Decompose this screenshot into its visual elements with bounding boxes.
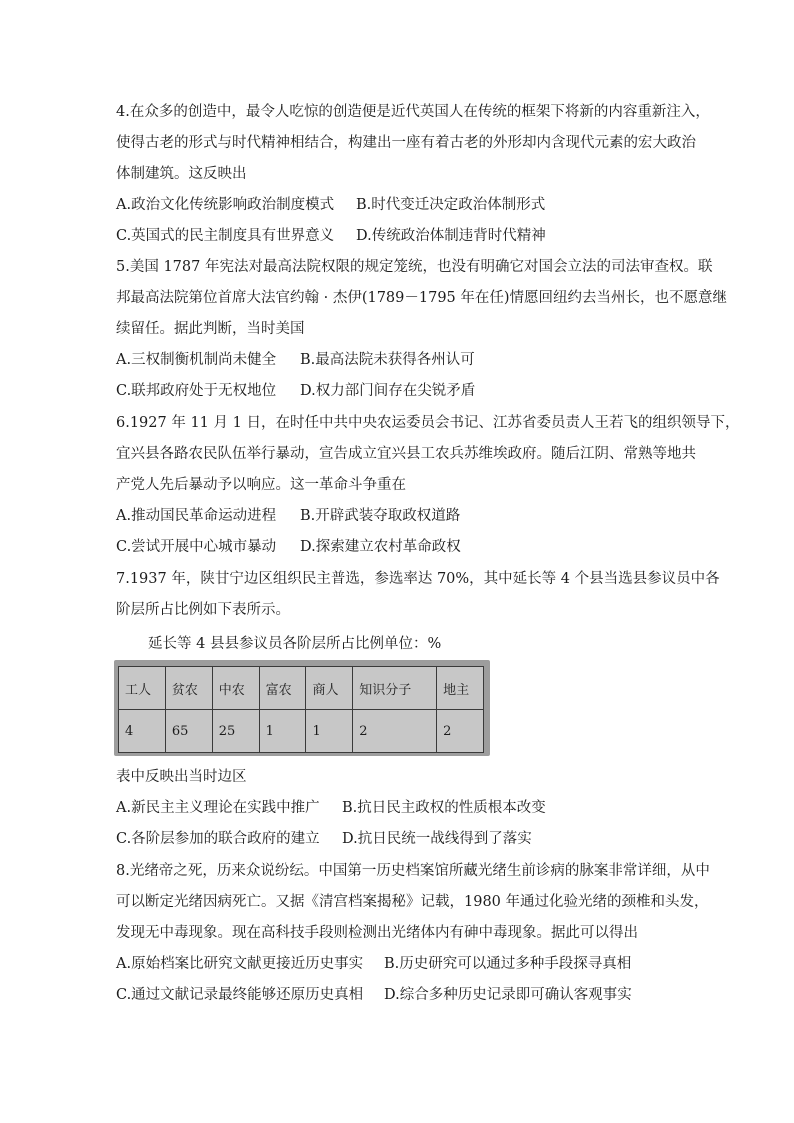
question-6-options-row-2: [116, 532, 686, 563]
question-4-options-row-1: [116, 190, 686, 221]
option-a[interactable]: A.推动国民革命运动进程: [116, 508, 277, 524]
option-c[interactable]: C.联邦政府处于无权地位: [116, 383, 277, 399]
table-caption: 延长等 4 县县参议员各阶层所占比例单位：%: [148, 636, 442, 652]
question-5-line-1: 5.美国 1787 年宪法对最高法院权限的规定笼统，也没有明确它对国会立法的司法审查权。联: [116, 259, 713, 275]
table-value-cell: 1: [306, 710, 353, 753]
question-7-options-row-1: [116, 793, 686, 824]
table-header-cell: 商人: [306, 667, 353, 710]
question-8-options-row-2: [116, 980, 686, 1011]
question-5-line-2: 邦最高法院第位首席大法官约翰 · 杰伊(1789－1795 年在任)情愿回纽约去当州长，也不愿意继: [116, 290, 728, 306]
question-8-line-2: 可以断定光绪因病死亡。又据《清宫档案揭秘》记载，1980 年通过化验光绪的颈椎和头发，: [116, 894, 709, 910]
question-8-line-3: 发现无中毒现象。现在高科技手段则检测出光绪体内有砷中毒现象。据此可以得出: [116, 925, 638, 941]
table-header-cell: 中农: [212, 667, 259, 710]
question-7-line-2: 阶层所占比例如下表所示。: [116, 602, 290, 618]
question-4-options-row-2: [116, 221, 686, 252]
option-b[interactable]: B.最高法院未获得各州认可: [300, 352, 475, 368]
table-value-cell: 2: [437, 710, 484, 753]
question-6-line-2: 宜兴县各路农民队伍举行暴动，宣告成立宜兴县工农兵苏维埃政府。随后江阴、常熟等地共: [116, 446, 696, 462]
question-6-line-3: 产党人先后暴动予以响应。这一革命斗争重在: [116, 477, 406, 493]
question-7-options-row-2: [116, 824, 686, 855]
option-b[interactable]: B.历史研究可以通过多种手段探寻真相: [384, 956, 632, 972]
question-6-line-1: 6.1927 年 11 月 1 日，在时任中共中央农运委员会书记、江苏省委员责人王若飞的组织领导下，: [116, 415, 740, 431]
option-a[interactable]: A.新民主主义理论在实践中推广: [116, 800, 320, 816]
question-5-line-3: 续留任。据此判断，当时美国: [116, 321, 305, 337]
table-photo: [114, 660, 490, 756]
table-header-cell: 地主: [437, 667, 484, 710]
question-8-line-1: 8.光绪帝之死，历来众说纷纭。中国第一历史档案馆所藏光绪生前诊病的脉案非常详细，从中: [116, 863, 710, 879]
table-header-cell: 工人: [119, 667, 166, 710]
table-header-cell: 贫农: [165, 667, 212, 710]
option-a[interactable]: A.政治文化传统影响政治制度模式: [116, 197, 335, 213]
table-value-cell: 4: [119, 710, 166, 753]
option-b[interactable]: B.时代变迁决定政治体制形式: [356, 197, 546, 213]
question-7-after-table: 表中反映出当时边区: [116, 769, 247, 785]
option-c[interactable]: C.尝试开展中心城市暴动: [116, 539, 277, 555]
question-8-options-row-1: [116, 949, 686, 980]
table-value-cell: 2: [353, 710, 437, 753]
question-8: [116, 856, 710, 1011]
option-b[interactable]: B.抗日民主政权的性质根本改变: [342, 800, 546, 816]
question-5-options-row-1: [116, 345, 686, 376]
option-a[interactable]: A.三权制衡机制尚未健全: [116, 352, 277, 368]
option-d[interactable]: D.探索建立农村革命政权: [300, 539, 461, 555]
option-d[interactable]: D.传统政治体制违背时代精神: [356, 228, 546, 244]
table-header-row: [119, 667, 484, 710]
table-value-cell: 65: [165, 710, 212, 753]
option-c[interactable]: C.通过文献记录最终能够还原历史真相: [116, 987, 364, 1003]
question-4-line-3: 体制建筑。这反映出: [116, 166, 247, 182]
option-b[interactable]: B.开辟武装夺取政权道路: [300, 508, 461, 524]
question-4-line-2: 使得古老的形式与时代精神相结合，构建出一座有着古老的外形却内含现代元素的宏大政治: [116, 135, 696, 151]
question-7: [116, 564, 720, 626]
question-7-continued: [116, 762, 686, 855]
class-ratio-table: [118, 666, 484, 753]
option-c[interactable]: C.英国式的民主制度具有世界意义: [116, 228, 335, 244]
question-6-options-row-1: [116, 501, 686, 532]
table-value-row: [119, 710, 484, 753]
option-a[interactable]: A.原始档案比研究文献更接近历史事实: [116, 956, 364, 972]
table-value-cell: 25: [212, 710, 259, 753]
question-5: [116, 252, 728, 407]
option-d[interactable]: D.综合多种历史记录即可确认客观事实: [384, 987, 632, 1003]
question-7-line-1: 7.1937 年，陕甘宁边区组织民主普选，参选率达 70%，其中延长等 4 个县当选县参议员中各: [116, 571, 720, 587]
table-header-cell: 知识分子: [353, 667, 437, 710]
option-d[interactable]: D.权力部门间存在尖锐矛盾: [300, 383, 476, 399]
option-d[interactable]: D.抗日民统一战线得到了落实: [342, 831, 532, 847]
table-header-cell: 富农: [259, 667, 306, 710]
question-5-options-row-2: [116, 376, 686, 407]
question-4-line-1: 4.在众多的创造中，最令人吃惊的创造便是近代英国人在传统的框架下将新的内容重新注入，: [116, 104, 710, 120]
question-4: [116, 97, 710, 252]
option-c[interactable]: C.各阶层参加的联合政府的建立: [116, 831, 320, 847]
table-value-cell: 1: [259, 710, 306, 753]
question-6: [116, 408, 740, 563]
